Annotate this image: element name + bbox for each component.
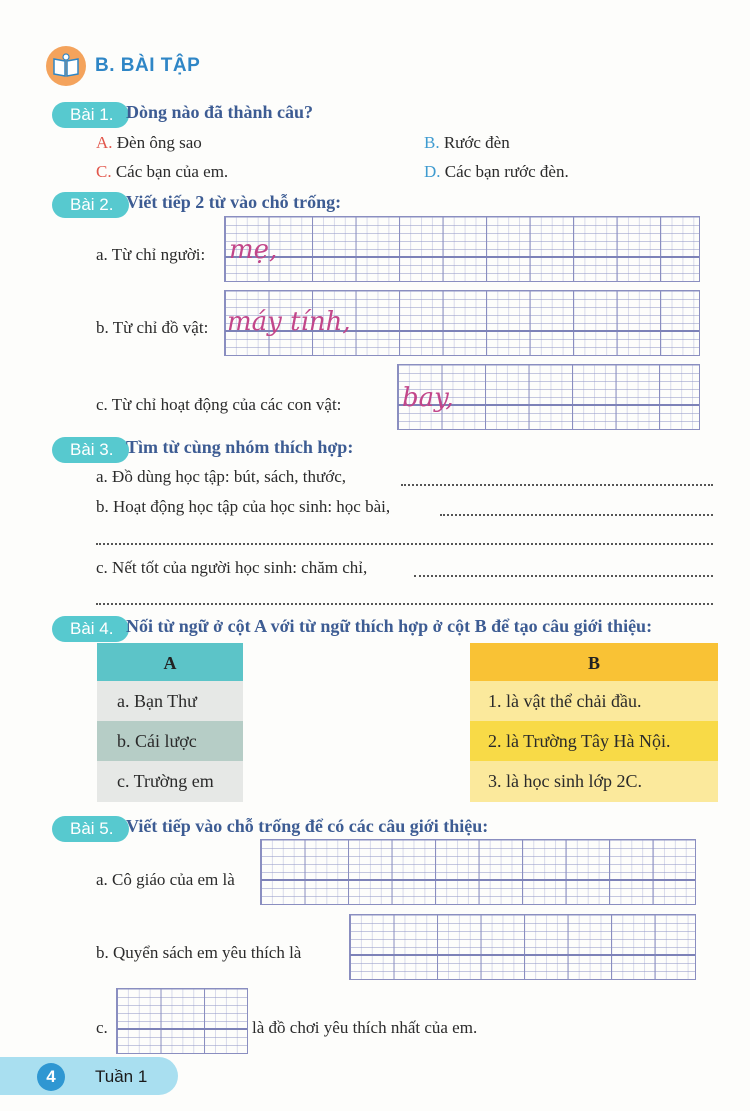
ex2-c-answer: bay, xyxy=(402,383,454,413)
ex2-a-label: a. Từ chỉ người: xyxy=(96,245,206,264)
ex5-b-writing-grid[interactable] xyxy=(349,914,696,980)
ex1-label: Bài 1. xyxy=(52,102,129,128)
ex3-c-answer-line-2[interactable] xyxy=(96,603,713,605)
col-a-item-2[interactable]: b. Cái lược xyxy=(97,721,243,761)
ex3-label: Bài 3. xyxy=(52,437,129,463)
ex1-option-c[interactable]: C. Các bạn của em. xyxy=(96,162,229,181)
ex2-c-writing-grid[interactable] xyxy=(397,364,700,430)
ex3-question: Tìm từ cùng nhóm thích hợp: xyxy=(126,437,354,457)
ex5-c-writing-grid[interactable] xyxy=(116,988,248,1054)
ex2-a-writing-grid[interactable] xyxy=(224,216,700,282)
week-label: Tuần 1 xyxy=(95,1067,148,1086)
ex1-option-b[interactable]: B. Rước đèn xyxy=(424,133,510,152)
col-a-header: A xyxy=(97,643,243,681)
ex4-label: Bài 4. xyxy=(52,616,129,642)
ex2-a-answer: mẹ, xyxy=(229,235,278,265)
ex2-b-writing-grid[interactable] xyxy=(224,290,700,356)
ex5-question: Viết tiếp vào chỗ trống để có các câu giới thiệu: xyxy=(126,816,489,836)
ex2-label: Bài 2. xyxy=(52,192,129,218)
ex5-c-suffix: là đồ chơi yêu thích nhất của em. xyxy=(252,1018,478,1037)
ex3-c-answer-line[interactable] xyxy=(414,575,713,577)
ex2-question: Viết tiếp 2 từ vào chỗ trống: xyxy=(126,192,342,212)
ex5-label: Bài 5. xyxy=(52,816,129,842)
col-b-item-1[interactable]: 1. là vật thể chải đầu. xyxy=(470,681,718,721)
ex2-b-label: b. Từ chỉ đồ vật: xyxy=(96,318,209,337)
section-icon xyxy=(46,46,86,86)
ex5-a-writing-grid[interactable] xyxy=(260,839,696,905)
ex3-a-answer-line[interactable] xyxy=(401,484,713,486)
col-b-item-2[interactable]: 2. là Trường Tây Hà Nội. xyxy=(470,721,718,761)
col-a-item-3[interactable]: c. Trường em xyxy=(97,761,243,802)
page-number: 4 xyxy=(37,1063,65,1091)
col-b-header: B xyxy=(470,643,718,681)
ex3-b-answer-line-2[interactable] xyxy=(96,543,713,545)
ex2-c-label: c. Từ chỉ hoạt động của các con vật: xyxy=(96,395,342,414)
ex2-b-answer: máy tính, xyxy=(227,307,351,337)
section-title: B. BÀI TẬP xyxy=(95,55,201,76)
ex1-option-a[interactable]: A. Đèn ông sao xyxy=(96,133,202,152)
col-a-item-1[interactable]: a. Bạn Thư xyxy=(97,681,243,721)
ex5-b-text: b. Quyển sách em yêu thích là xyxy=(96,943,302,962)
ex5-c-prefix: c. xyxy=(96,1018,108,1037)
ex4-question: Nối từ ngữ ở cột A với từ ngữ thích hợp ở cột B để tạo câu giới thiệu: xyxy=(126,616,653,636)
ex3-a-text: a. Đồ dùng học tập: bút, sách, thước, xyxy=(96,467,347,486)
ex1-question: Dòng nào đã thành câu? xyxy=(126,102,314,122)
ex3-b-answer-line[interactable] xyxy=(440,514,713,516)
ex3-c-text: c. Nết tốt của người học sinh: chăm chỉ, xyxy=(96,558,368,577)
footer-bar xyxy=(0,1057,178,1095)
open-book-icon xyxy=(52,53,80,79)
col-b-item-3[interactable]: 3. là học sinh lớp 2C. xyxy=(470,761,718,802)
ex1-option-d[interactable]: D. Các bạn rước đèn. xyxy=(424,162,569,181)
ex5-a-text: a. Cô giáo của em là xyxy=(96,870,235,889)
ex3-b-text: b. Hoạt động học tập của học sinh: học bài, xyxy=(96,497,391,516)
